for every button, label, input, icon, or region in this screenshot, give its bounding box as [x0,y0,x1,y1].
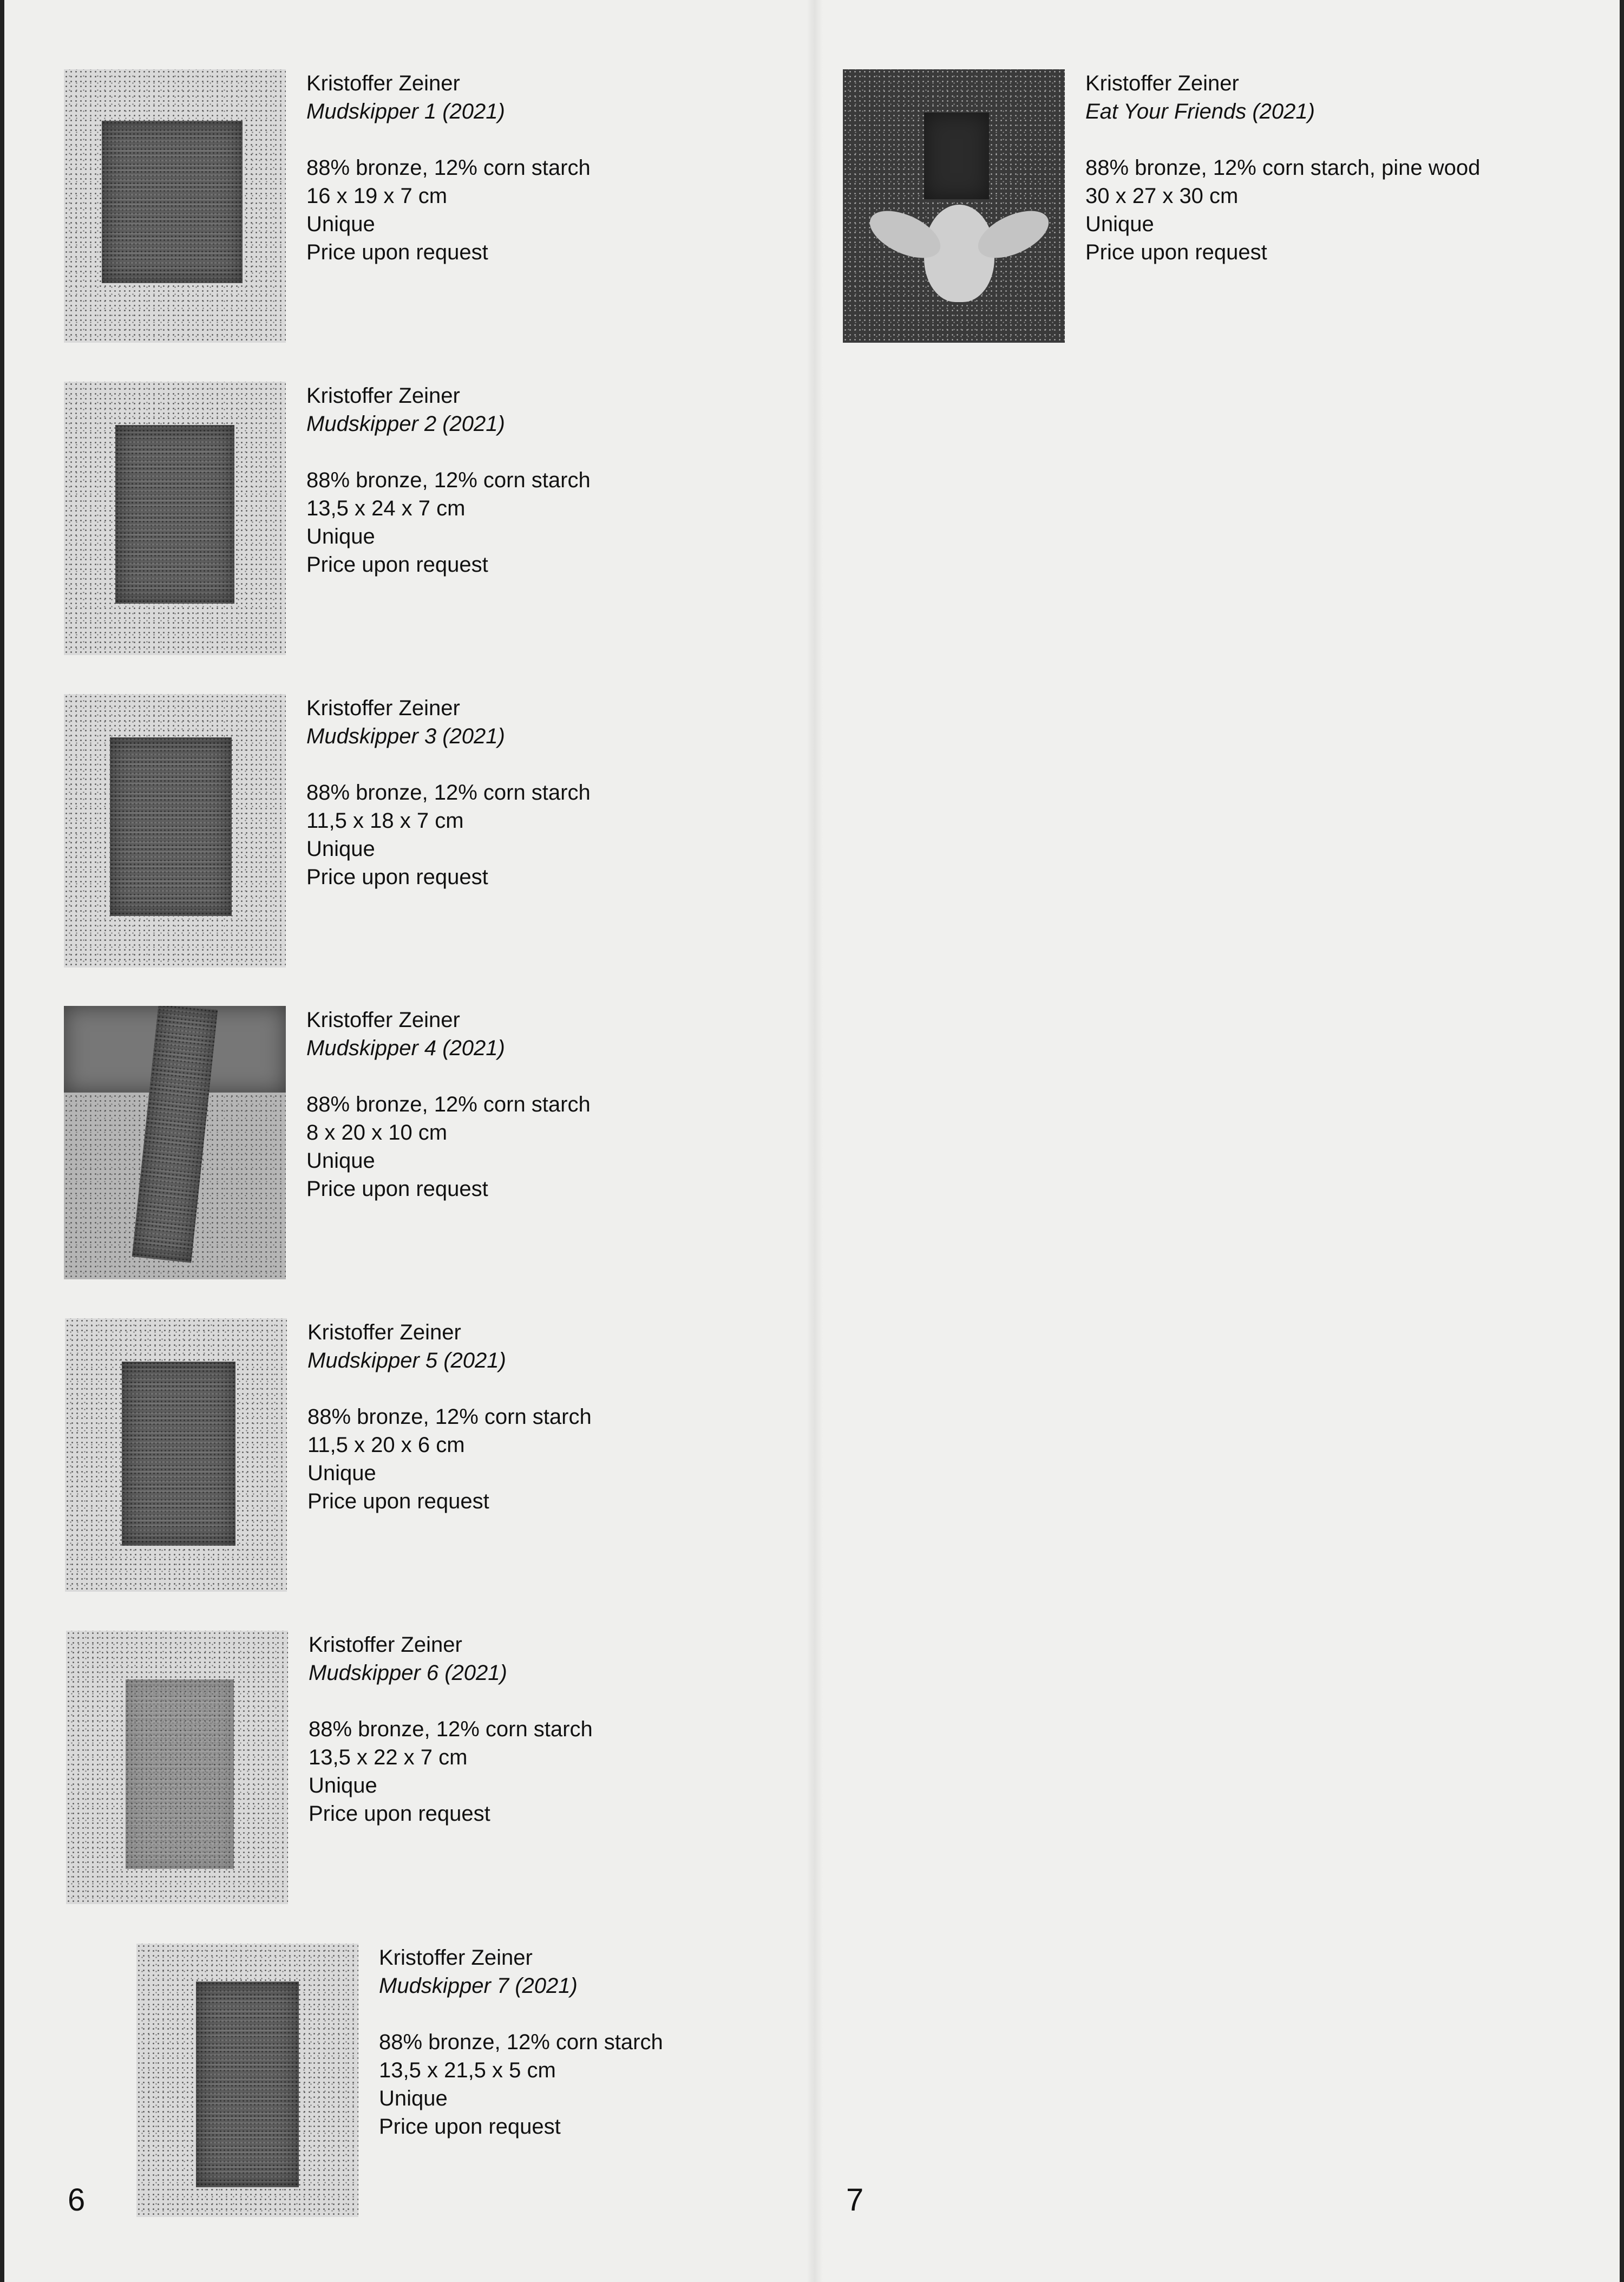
artwork-edition: Unique [306,1149,375,1173]
page-fold [807,0,823,2282]
artwork-material: 88% bronze, 12% corn starch, pine wood [1085,156,1481,180]
artwork-material: 88% bronze, 12% corn starch [309,1717,593,1741]
artwork-price: Price upon request [306,240,488,264]
artwork-caption [309,1631,593,1828]
artist-name: Kristoffer Zeiner [307,1320,461,1344]
artwork-edition: Unique [306,525,375,548]
artwork-price: Price upon request [306,553,488,577]
artwork-title: Mudskipper 2 (2021) [306,412,505,436]
page-number: 7 [846,2182,864,2218]
artwork-photo-mudskipper-6 [66,1631,288,1904]
artwork-title: Mudskipper 4 (2021) [306,1036,505,1060]
right-page [815,0,1624,2282]
artwork-caption [1085,69,1480,266]
artwork-price: Price upon request [306,1177,488,1201]
artist-name: Kristoffer Zeiner [309,1633,462,1657]
artwork-title: Mudskipper 7 (2021) [379,1974,578,1998]
artist-name: Kristoffer Zeiner [306,384,460,408]
artwork-photo-mudskipper-7 [136,1944,358,2217]
sculpture-shape [115,425,234,604]
artwork-material: 88% bronze, 12% corn starch [307,1405,592,1429]
artwork-dimensions: 13,5 x 21,5 x 5 cm [379,2058,556,2082]
artwork-photo-mudskipper-2 [64,382,286,655]
sculpture-shape [126,1679,234,1869]
scan-edge-right [1620,0,1624,2282]
artwork-caption [306,694,591,891]
artwork-caption [306,382,591,579]
sculpture-shape [122,1362,235,1546]
artwork-edition: Unique [379,2087,448,2110]
sculpture-shape [102,121,243,283]
artwork-material: 88% bronze, 12% corn starch [306,156,591,180]
artwork-dimensions: 11,5 x 18 x 7 cm [306,809,464,833]
artwork-price: Price upon request [309,1802,490,1826]
artwork-dimensions: 11,5 x 20 x 6 cm [307,1433,465,1457]
artwork-photo-eat-your-friends [843,69,1065,343]
scan-edge-left [0,0,4,2282]
artwork-photo-mudskipper-1 [64,69,286,343]
artist-name: Kristoffer Zeiner [306,1008,460,1032]
artwork-material: 88% bronze, 12% corn starch [306,1093,591,1116]
artwork-photo-mudskipper-5 [65,1318,287,1592]
artwork-caption [307,1318,592,1515]
artwork-caption [306,69,591,266]
artwork-caption [379,1944,663,2141]
artwork-title: Eat Your Friends (2021) [1085,100,1315,123]
artist-name: Kristoffer Zeiner [379,1946,533,1970]
artwork-edition: Unique [306,837,375,861]
sculpture-shape [196,1982,299,2187]
artwork-dimensions: 13,5 x 22 x 7 cm [309,1745,468,1769]
artwork-price: Price upon request [1085,240,1267,264]
artwork-material: 88% bronze, 12% corn starch [379,2030,663,2054]
page-number: 6 [68,2182,86,2218]
artwork-edition: Unique [307,1461,376,1485]
artwork-edition: Unique [306,212,375,236]
artist-name: Kristoffer Zeiner [306,696,460,720]
artwork-photo-mudskipper-4 [64,1006,286,1279]
sculpture-head [924,113,989,199]
artwork-price: Price upon request [379,2115,561,2139]
artwork-title: Mudskipper 3 (2021) [306,724,505,748]
artwork-dimensions: 8 x 20 x 10 cm [306,1121,448,1145]
artwork-title: Mudskipper 1 (2021) [306,100,505,123]
artwork-photo-mudskipper-3 [64,694,286,967]
artwork-title: Mudskipper 6 (2021) [309,1661,507,1685]
artwork-dimensions: 16 x 19 x 7 cm [306,184,448,208]
sculpture-shape [110,737,232,916]
artwork-dimensions: 30 x 27 x 30 cm [1085,184,1239,208]
artwork-material: 88% bronze, 12% corn starch [306,468,591,492]
artwork-caption [306,1006,591,1203]
artwork-edition: Unique [309,1774,377,1797]
artist-name: Kristoffer Zeiner [306,71,460,95]
artwork-edition: Unique [1085,212,1154,236]
artist-name: Kristoffer Zeiner [1085,71,1239,95]
artwork-material: 88% bronze, 12% corn starch [306,781,591,805]
artwork-title: Mudskipper 5 (2021) [307,1349,506,1372]
artwork-dimensions: 13,5 x 24 x 7 cm [306,496,466,520]
artwork-price: Price upon request [306,865,488,889]
artwork-price: Price upon request [307,1489,489,1513]
